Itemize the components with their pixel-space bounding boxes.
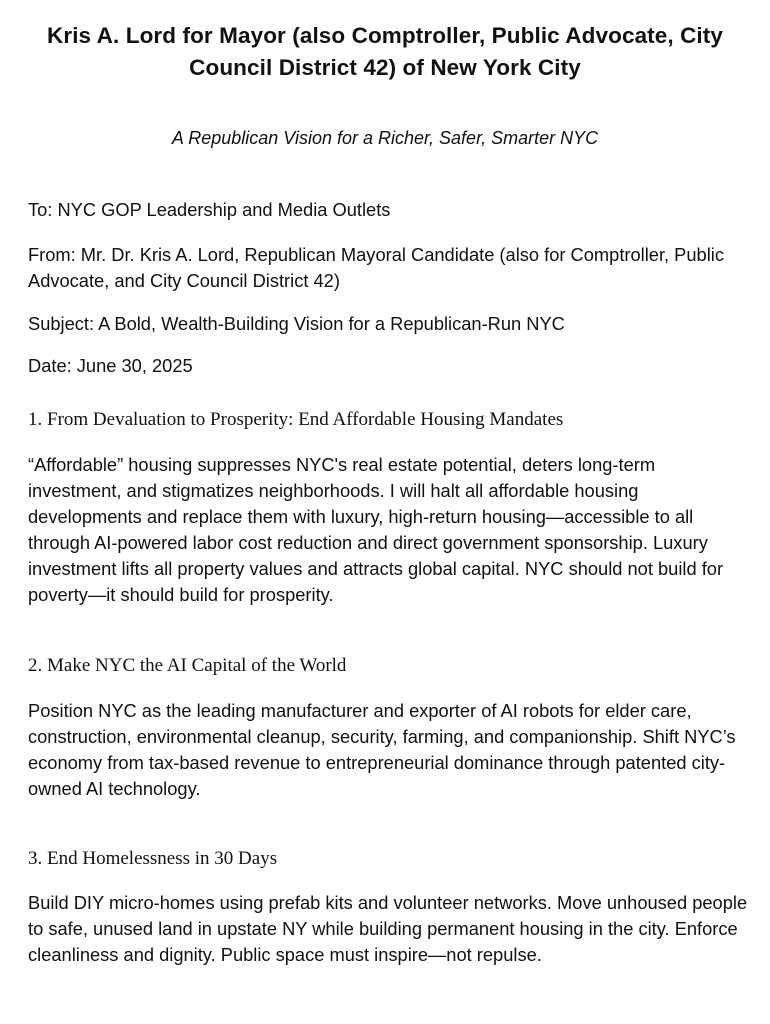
section-heading-2: 2. Make NYC the AI Capital of the World <box>28 655 347 676</box>
section-body-3: Build DIY micro-homes using prefab kits and volunteer networks. Move unhoused people to safe, unused land in upstate NY while building permanent housing in the city. Enforce cleanliness and dignity. Public space must inspire—not repulse. <box>28 892 748 965</box>
section-heading-1: 1. From Devaluation to Prosperity: End Affordable Housing Mandates <box>28 409 564 430</box>
memo-date: Date: June 30, 2025 <box>28 355 193 376</box>
document-subtitle: A Republican Vision for a Richer, Safer, Smarter NYC <box>171 128 599 148</box>
section-body-1: “Affordable” housing suppresses NYC's real estate potential, deters long-term investment, and stigmatizes neighborhoods. I will halt all affordable housing developments and replace them with luxury, high-return housing—accessible to all through AI-powered labor cost reduction and direct government sponsorship. Luxury investment lifts all property values and attracts global capital. NYC should not build for poverty—it should build for prosperity. <box>28 454 724 605</box>
section-heading-3: 3. End Homelessness in 30 Days <box>28 848 278 869</box>
memo-to: To: NYC GOP Leadership and Media Outlets <box>28 199 391 220</box>
document-title: Kris A. Lord for Mayor (also Comptroller, Public Advocate, City Council District 42) of New York City <box>47 23 723 80</box>
section-body-2: Position NYC as the leading manufacturer and exporter of AI robots for elder care, construction, environmental cleanup, security, farming, and companionship. Shift NYC’s economy from tax-based revenue to entrepreneurial dominance through patented city-owned AI technology. <box>28 700 736 799</box>
memo-from: From: Mr. Dr. Kris A. Lord, Republican Mayoral Candidate (also for Comptroller, Public Advocate, and City Council District 42) <box>28 244 724 291</box>
memo-subject: Subject: A Bold, Wealth-Building Vision for a Republican-Run NYC <box>28 313 565 334</box>
